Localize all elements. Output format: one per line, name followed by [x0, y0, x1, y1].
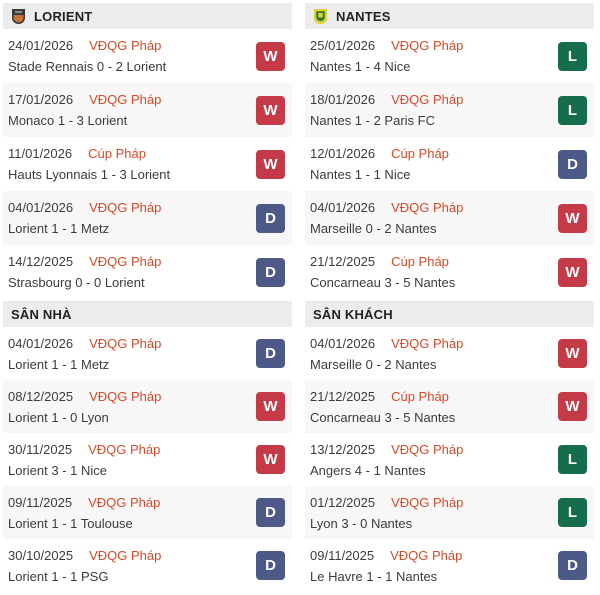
- match-result: Strasbourg 0 - 0 Lorient: [8, 275, 145, 290]
- section-header-away: [305, 301, 594, 327]
- outcome-badge: D: [256, 258, 285, 287]
- match-result: Lorient 1 - 1 PSG: [8, 568, 109, 584]
- match-info: [8, 254, 256, 290]
- match-info: [310, 38, 558, 74]
- match-result: Stade Rennais 0 - 2 Lorient: [8, 59, 167, 74]
- match-result: Concarneau 3 - 5 Nantes: [310, 409, 456, 425]
- outcome-badge: L: [558, 498, 587, 527]
- match-result: Lorient 3 - 1 Nice: [8, 462, 107, 478]
- outcome-badge: L: [558, 445, 587, 474]
- match-date: 17/01/2026: [8, 92, 74, 107]
- outcome-badge: W: [558, 339, 587, 368]
- match-row[interactable]: [305, 486, 594, 539]
- team-column-lorient: [3, 3, 292, 592]
- match-row[interactable]: [3, 539, 292, 592]
- match-result: Lorient 1 - 1 Metz: [8, 221, 110, 236]
- competition-label: Cúp Pháp: [391, 254, 449, 269]
- team-header-nantes: [305, 3, 594, 29]
- match-row[interactable]: [305, 327, 594, 380]
- match-date: 18/01/2026: [310, 92, 376, 107]
- competition-label: VĐQG Pháp: [88, 441, 161, 457]
- match-result: Lorient 1 - 0 Lyon: [8, 409, 109, 425]
- match-row[interactable]: [3, 486, 292, 539]
- match-result: Nantes 1 - 2 Paris FC: [310, 113, 435, 128]
- match-row[interactable]: [3, 29, 292, 83]
- match-date: 13/12/2025: [310, 441, 376, 457]
- match-row[interactable]: [305, 380, 594, 433]
- competition-label: VĐQG Pháp: [89, 335, 162, 351]
- team-name: LORIENT: [34, 8, 93, 24]
- outcome-badge: L: [558, 96, 587, 125]
- match-info: [8, 38, 256, 74]
- match-info: [8, 548, 256, 584]
- match-info: [8, 200, 256, 236]
- outcome-badge: D: [256, 498, 285, 527]
- team-name: NANTES: [336, 8, 391, 24]
- match-result: Angers 4 - 1 Nantes: [310, 462, 426, 478]
- match-result: Nantes 1 - 4 Nice: [310, 59, 411, 74]
- match-info: [310, 92, 558, 128]
- competition-label: VĐQG Pháp: [391, 92, 464, 107]
- match-info: [310, 254, 558, 290]
- match-row[interactable]: [305, 539, 594, 592]
- match-result: Le Havre 1 - 1 Nantes: [310, 568, 438, 584]
- outcome-badge: W: [558, 258, 587, 287]
- match-date: 14/12/2025: [8, 254, 74, 269]
- outcome-badge: L: [558, 42, 587, 71]
- outcome-badge: W: [558, 204, 587, 233]
- recent-matches-lorient: [3, 29, 292, 299]
- match-date: 09/11/2025: [8, 494, 73, 510]
- competition-label: VĐQG Pháp: [391, 200, 464, 215]
- match-date: 21/12/2025: [310, 254, 376, 269]
- match-date: 04/01/2026: [8, 335, 74, 351]
- match-info: [310, 548, 558, 584]
- match-date: 12/01/2026: [310, 146, 376, 161]
- match-row[interactable]: [3, 191, 292, 245]
- section-header-home: [3, 301, 292, 327]
- away-matches-nantes: [305, 327, 594, 592]
- match-date: 11/01/2026: [8, 146, 73, 161]
- match-date: 09/11/2025: [310, 547, 375, 563]
- match-row[interactable]: [305, 137, 594, 191]
- match-row[interactable]: [305, 83, 594, 137]
- match-info: [310, 146, 558, 182]
- match-result: Nantes 1 - 1 Nice: [310, 167, 411, 182]
- match-info: [310, 336, 558, 372]
- competition-label: Cúp Pháp: [88, 146, 146, 161]
- match-info: [8, 495, 256, 531]
- team-header-lorient: [3, 3, 292, 29]
- competition-label: VĐQG Pháp: [391, 335, 464, 351]
- match-row[interactable]: [305, 191, 594, 245]
- match-date: 04/01/2026: [310, 335, 376, 351]
- match-date: 30/10/2025: [8, 547, 74, 563]
- match-info: [8, 336, 256, 372]
- outcome-badge: D: [558, 551, 587, 580]
- recent-matches-nantes: [305, 29, 594, 299]
- competition-label: VĐQG Pháp: [391, 38, 464, 53]
- competition-label: VĐQG Pháp: [391, 494, 464, 510]
- outcome-badge: W: [256, 392, 285, 421]
- competition-label: VĐQG Pháp: [89, 92, 162, 107]
- match-info: [310, 389, 558, 425]
- match-date: 25/01/2026: [310, 38, 376, 53]
- lorient-crest-icon: [11, 8, 26, 25]
- competition-label: VĐQG Pháp: [391, 441, 464, 457]
- competition-label: VĐQG Pháp: [89, 200, 162, 215]
- match-row[interactable]: [3, 83, 292, 137]
- competition-label: VĐQG Pháp: [89, 254, 162, 269]
- match-date: 21/12/2025: [310, 388, 376, 404]
- outcome-badge: W: [558, 392, 587, 421]
- match-row[interactable]: [3, 245, 292, 299]
- competition-label: Cúp Pháp: [391, 388, 449, 404]
- match-row[interactable]: [305, 29, 594, 83]
- outcome-badge: W: [256, 445, 285, 474]
- team-column-nantes: [305, 3, 594, 592]
- match-result: Monaco 1 - 3 Lorient: [8, 113, 128, 128]
- match-row[interactable]: [3, 137, 292, 191]
- match-date: 30/11/2025: [8, 441, 73, 457]
- match-result: Hauts Lyonnais 1 - 3 Lorient: [8, 167, 171, 182]
- competition-label: VĐQG Pháp: [88, 494, 161, 510]
- match-info: [310, 495, 558, 531]
- outcome-badge: D: [558, 150, 587, 179]
- section-title: SÂN NHÀ: [11, 306, 72, 322]
- match-info: [8, 442, 256, 478]
- match-date: 04/01/2026: [310, 200, 376, 215]
- match-info: [8, 146, 256, 182]
- match-result: Marseille 0 - 2 Nantes: [310, 356, 437, 372]
- match-date: 01/12/2025: [310, 494, 376, 510]
- match-result: Lorient 1 - 1 Toulouse: [8, 515, 133, 531]
- match-info: [8, 389, 256, 425]
- match-row[interactable]: [305, 433, 594, 486]
- competition-label: VĐQG Pháp: [89, 388, 162, 404]
- competition-label: VĐQG Pháp: [89, 38, 162, 53]
- match-info: [310, 442, 558, 478]
- outcome-badge: D: [256, 339, 285, 368]
- section-title: SÂN KHÁCH: [313, 306, 393, 322]
- outcome-badge: W: [256, 150, 285, 179]
- competition-label: VĐQG Pháp: [89, 547, 162, 563]
- match-info: [8, 92, 256, 128]
- match-result: Lorient 1 - 1 Metz: [8, 356, 110, 372]
- match-date: 08/12/2025: [8, 388, 74, 404]
- home-matches-lorient: [3, 327, 292, 592]
- outcome-badge: W: [256, 96, 285, 125]
- match-row[interactable]: [305, 245, 594, 299]
- nantes-crest-icon: [313, 8, 328, 25]
- outcome-badge: D: [256, 551, 285, 580]
- match-row[interactable]: [3, 433, 292, 486]
- competition-label: VĐQG Pháp: [390, 547, 463, 563]
- outcome-badge: W: [256, 42, 285, 71]
- match-date: 24/01/2026: [8, 38, 74, 53]
- match-result: Concarneau 3 - 5 Nantes: [310, 275, 456, 290]
- match-info: [310, 200, 558, 236]
- competition-label: Cúp Pháp: [391, 146, 449, 161]
- match-row[interactable]: [3, 380, 292, 433]
- match-row[interactable]: [3, 327, 292, 380]
- match-result: Marseille 0 - 2 Nantes: [310, 221, 437, 236]
- match-date: 04/01/2026: [8, 200, 74, 215]
- match-result: Lyon 3 - 0 Nantes: [310, 515, 413, 531]
- outcome-badge: D: [256, 204, 285, 233]
